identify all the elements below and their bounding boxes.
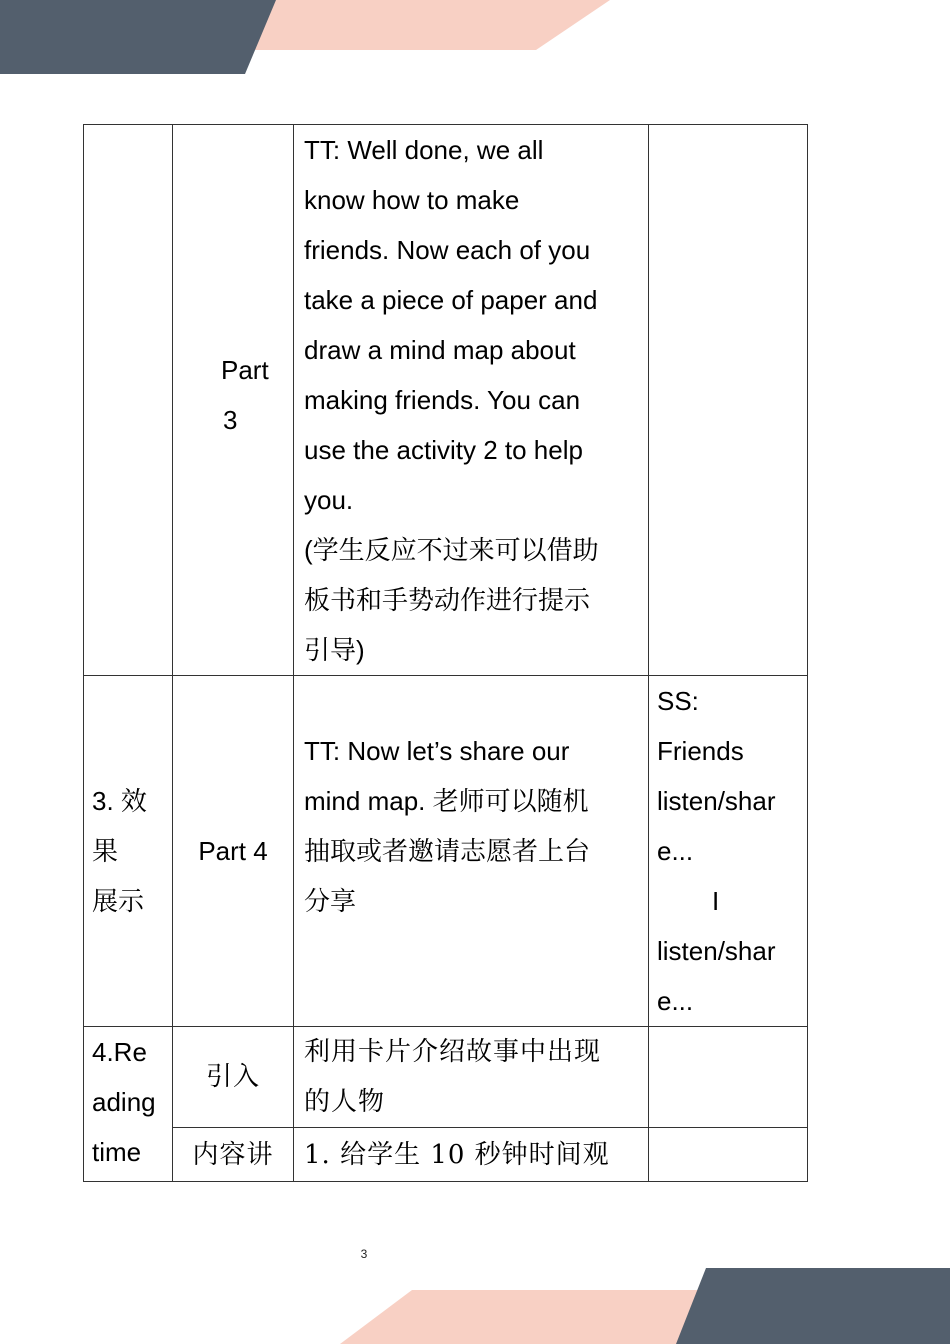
activity-line: 利用卡片介绍故事中出现: [304, 1037, 602, 1067]
activity-cell: [294, 1027, 649, 1128]
top-decoration: [0, 0, 950, 80]
table-row-reading-content: [84, 1128, 808, 1182]
activity-line: 的人物: [304, 1087, 386, 1117]
step-label-cell: 引入: [173, 1027, 294, 1128]
activity-line: you.: [304, 485, 354, 515]
activity-line: (学生反应不过来可以借助: [304, 535, 599, 565]
activity-line: making friends. You can: [304, 385, 581, 415]
activity-line: take a piece of paper and: [304, 285, 598, 315]
part-label-cell: [173, 125, 294, 676]
table-row-part3: [84, 125, 808, 676]
stage-line: ading: [92, 1087, 156, 1117]
page-number: 3: [360, 1247, 368, 1261]
stage-cell-empty: [84, 125, 173, 676]
stage-cell: [84, 1027, 173, 1182]
activity-line: TT: Now let’s share our: [304, 736, 570, 766]
step-label-cell: 内容讲: [173, 1128, 294, 1182]
response-cell-empty: [649, 125, 808, 676]
activity-line: 抽取或者邀请志愿者上台: [304, 836, 591, 866]
part-label-cell: Part 4: [173, 676, 294, 1027]
part-label-line: Part: [221, 355, 269, 385]
lesson-plan-table: [83, 124, 808, 1182]
stage-line: 果: [92, 836, 119, 866]
stage-cell: [84, 676, 173, 1027]
table-row-reading-intro: [84, 1027, 808, 1128]
activity-cell: [294, 125, 649, 676]
activity-line: TT: Well done, we all: [304, 135, 544, 165]
response-line: listen/shar: [657, 786, 776, 816]
response-line: SS:: [657, 686, 699, 716]
activity-line: 引导): [304, 635, 365, 665]
activity-line: friends. Now each of you: [304, 235, 591, 265]
stage-line: 4.Re: [92, 1037, 147, 1067]
activity-line: 板书和手势动作进行提示: [304, 585, 591, 615]
stage-line: 3. 效: [92, 786, 147, 816]
response-line: e...: [657, 836, 694, 866]
stage-line: 展示: [92, 886, 145, 916]
response-line: Friends: [657, 736, 744, 766]
response-cell: [649, 676, 808, 1027]
activity-line: 分享: [304, 886, 357, 916]
table-row-part4: [84, 676, 808, 1027]
response-cell-empty: [649, 1027, 808, 1128]
stage-line: time: [92, 1137, 142, 1167]
part-label-line: 3: [223, 405, 238, 435]
response-line: I: [712, 886, 720, 916]
activity-line: know how to make: [304, 185, 520, 215]
activity-cell: [294, 676, 649, 1027]
activity-cell: 1. 给学生 10 秒钟时间观: [294, 1128, 649, 1182]
response-cell-empty: [649, 1128, 808, 1182]
bottom-decoration: [0, 1264, 950, 1344]
activity-line: mind map. 老师可以随机: [304, 786, 589, 816]
response-line: listen/shar: [657, 936, 776, 966]
activity-line: use the activity 2 to help: [304, 435, 583, 465]
response-line: e...: [657, 986, 694, 1016]
activity-line: draw a mind map about: [304, 335, 576, 365]
